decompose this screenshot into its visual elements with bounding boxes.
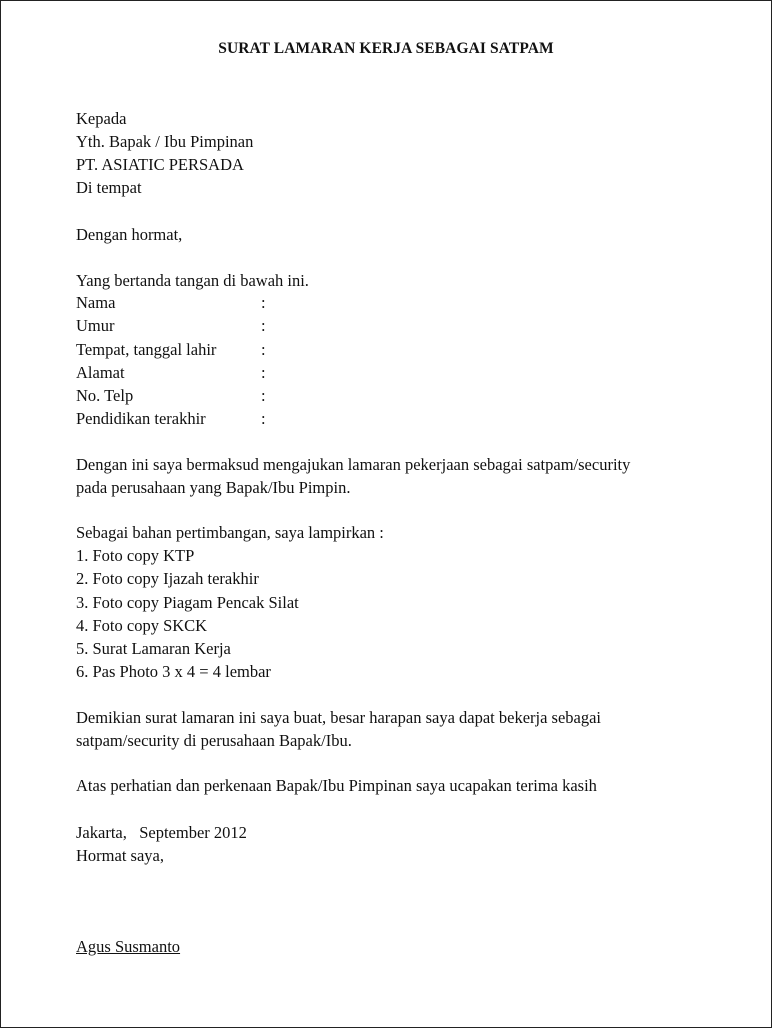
field-colon: : <box>261 293 266 312</box>
closing-line-2: satpam/security di perusahaan Bapak/Ibu. <box>76 731 352 750</box>
field-label-umur: Umur <box>76 316 115 335</box>
date-line: Jakarta, September 2012 <box>76 823 247 842</box>
recipient-company: PT. ASIATIC PERSADA <box>76 155 244 174</box>
field-label-pendidikan-terakhir: Pendidikan terakhir <box>76 409 206 428</box>
field-label-alamat: Alamat <box>76 363 125 382</box>
regards-line: Hormat saya, <box>76 846 164 865</box>
attachment-item: 4. Foto copy SKCK <box>76 616 208 635</box>
purpose-line-2: pada perusahaan yang Bapak/Ibu Pimpin. <box>76 478 351 497</box>
attachments-heading: Sebagai bahan pertimbangan, saya lampirkan : <box>76 523 384 542</box>
purpose-line-1: Dengan ini saya bermaksud mengajukan lamaran pekerjaan sebagai satpam/security <box>76 455 631 474</box>
attachment-item: 2. Foto copy Ijazah terakhir <box>76 569 259 588</box>
field-colon: : <box>261 363 266 382</box>
thanks-line: Atas perhatian dan perkenaan Bapak/Ibu Pimpinan saya ucapakan terima kasih <box>76 776 597 795</box>
attachment-item: 3. Foto copy Piagam Pencak Silat <box>76 593 299 612</box>
field-colon: : <box>261 386 266 405</box>
attachment-item: 1. Foto copy KTP <box>76 546 195 565</box>
attachment-item: 5. Surat Lamaran Kerja <box>76 639 231 658</box>
signature-name: Agus Susmanto <box>76 937 181 956</box>
field-label-nama: Nama <box>76 293 116 312</box>
recipient-to: Kepada <box>76 109 127 128</box>
field-colon: : <box>261 316 266 335</box>
recipient-addressee: Yth. Bapak / Ibu Pimpinan <box>76 132 254 151</box>
recipient-place: Di tempat <box>76 178 142 197</box>
field-colon: : <box>261 340 266 359</box>
closing-line-1: Demikian surat lamaran ini saya buat, besar harapan saya dapat bekerja sebagai <box>76 708 602 727</box>
field-colon: : <box>261 409 266 428</box>
field-label-no-telp: No. Telp <box>76 386 134 405</box>
letter-title: SURAT LAMARAN KERJA SEBAGAI SATPAM <box>218 40 554 57</box>
intro-line: Yang bertanda tangan di bawah ini. <box>76 271 309 290</box>
field-label-tempat-tanggal-lahir: Tempat, tanggal lahir <box>76 340 217 359</box>
attachment-item: 6. Pas Photo 3 x 4 = 4 lembar <box>76 662 271 681</box>
greeting: Dengan hormat, <box>76 225 183 244</box>
